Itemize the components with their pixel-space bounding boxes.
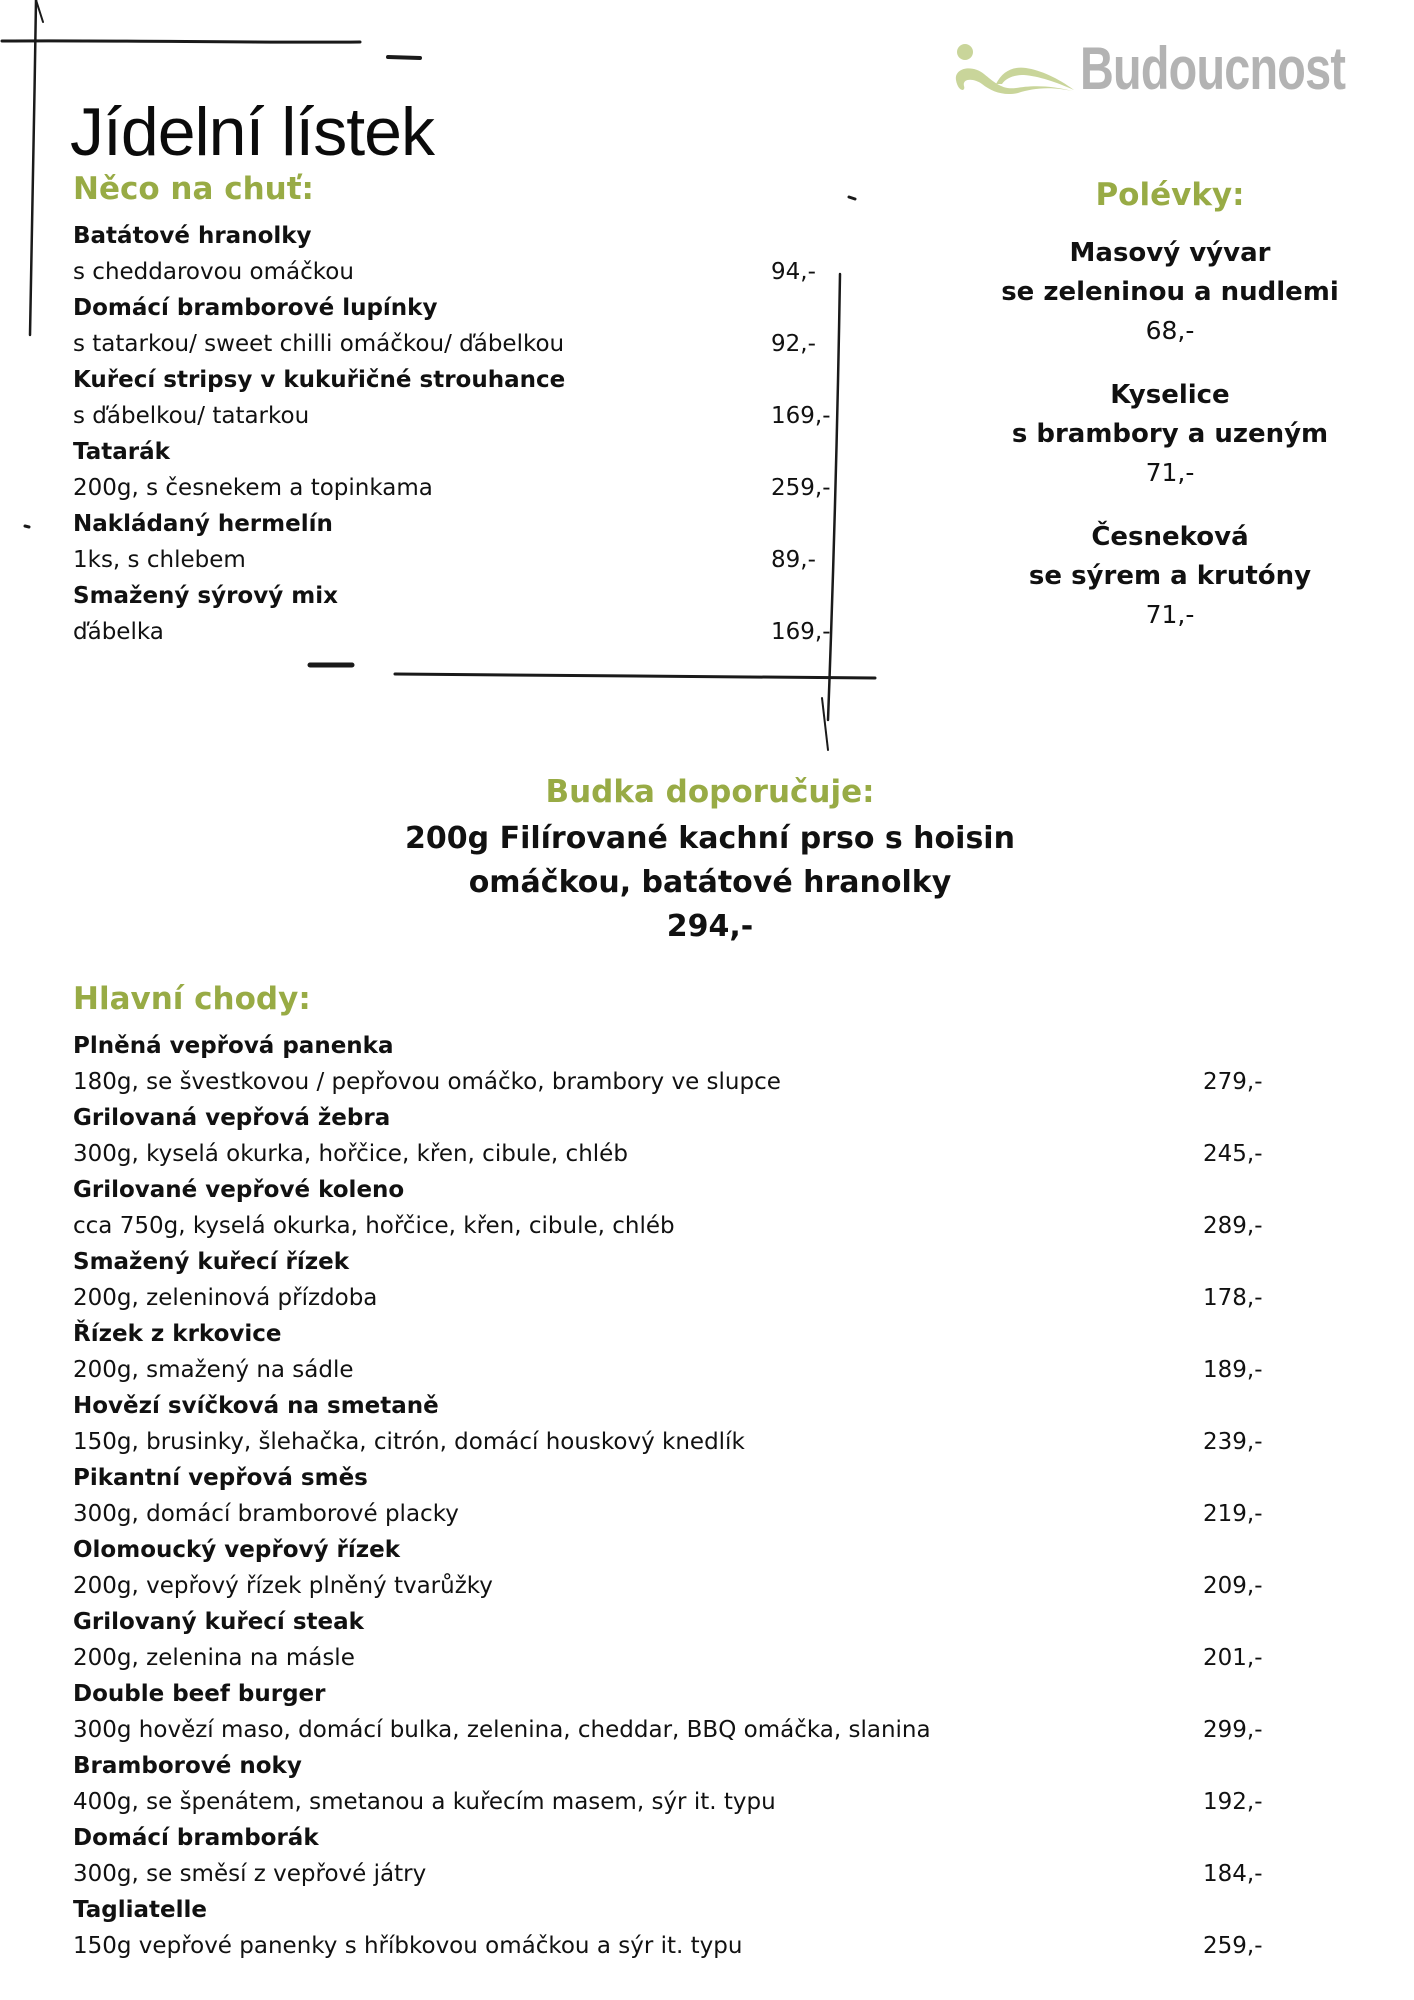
item-name: Grilovaná vepřová žebra <box>73 1105 391 1132</box>
item-price: 89,- <box>771 547 816 574</box>
item-name: Kuřecí stripsy v kukuřičné strouhance <box>73 367 566 394</box>
soup-item <box>960 234 1380 350</box>
item-description: 400g, se špenátem, smetanou a kuřecím masem, sýr it. typu <box>73 1789 776 1816</box>
item-detail-row <box>73 1784 1273 1820</box>
soup-price: 71,- <box>1145 458 1195 488</box>
item-price: 192,- <box>1203 1789 1263 1816</box>
soup-description: s brambory a uzeným <box>1011 419 1329 450</box>
item-name: Grilovaný kuřecí steak <box>73 1609 364 1636</box>
page-title: Jídelní lístek <box>70 93 434 170</box>
item-description: cca 750g, kyselá okurka, hořčice, křen, cibule, chléb <box>73 1213 675 1240</box>
menu-item <box>73 1100 1273 1172</box>
item-description: 200g, vepřový řízek plněný tvarůžky <box>73 1573 493 1600</box>
item-description: 200g, zelenina na másle <box>73 1645 355 1672</box>
item-detail-row <box>73 1424 1273 1460</box>
sketch-dash-top-right <box>388 57 420 58</box>
item-detail-row <box>73 326 833 362</box>
menu-item <box>73 362 833 434</box>
item-description: 200g, zeleninová přízdoba <box>73 1285 378 1312</box>
sketch-dot-left <box>25 526 29 527</box>
item-price: 259,- <box>1203 1933 1263 1960</box>
item-price: 239,- <box>1203 1429 1263 1456</box>
sketch-dot-upper-right <box>849 197 855 199</box>
special-dish-price: 294,- <box>666 909 754 945</box>
sketch-line-right-arrow <box>822 698 828 750</box>
menu-item <box>73 1532 1273 1604</box>
item-name: Tagliatelle <box>73 1897 207 1924</box>
item-description: 200g, smažený na sádle <box>73 1357 354 1384</box>
item-description: s ďábelkou/ tatarkou <box>73 403 310 430</box>
soup-item <box>960 376 1380 492</box>
item-detail-row <box>73 542 833 578</box>
item-price: 184,- <box>1203 1861 1263 1888</box>
item-detail-row <box>73 398 833 434</box>
menu-item <box>73 1604 1273 1676</box>
item-price: 201,- <box>1203 1645 1263 1672</box>
item-detail-row <box>73 1928 1273 1964</box>
item-detail-row <box>73 1856 1273 1892</box>
item-price: 169,- <box>771 619 831 646</box>
soup-description: se sýrem a krutóny <box>1028 561 1312 592</box>
logo-wordmark: Budoucnost <box>1080 35 1346 102</box>
item-name: Smažený kuřecí řízek <box>73 1249 350 1276</box>
item-name: Olomoucký vepřový řízek <box>73 1537 401 1564</box>
mains-heading: Hlavní chody: <box>73 981 311 1017</box>
menu-item <box>73 1460 1273 1532</box>
item-detail-row <box>73 470 833 506</box>
menu-item <box>73 1028 1273 1100</box>
item-description: ďábelka <box>73 619 164 646</box>
item-detail-row <box>73 1064 1273 1100</box>
special-section <box>300 775 1120 949</box>
item-price: 289,- <box>1203 1213 1263 1240</box>
item-name: Domácí bramborák <box>73 1825 319 1852</box>
soup-name: Česneková <box>1091 522 1249 553</box>
item-price: 279,- <box>1203 1069 1263 1096</box>
menu-item <box>73 1820 1273 1892</box>
sketch-line-bottom <box>395 674 875 678</box>
reclining-figure-icon <box>948 38 1078 100</box>
mains-list <box>73 1028 1273 1964</box>
item-name: Grilované vepřové koleno <box>73 1177 405 1204</box>
soup-item <box>960 518 1380 634</box>
item-name: Batátové hranolky <box>73 223 312 250</box>
item-name: Plněná vepřová panenka <box>73 1033 394 1060</box>
menu-item <box>73 578 833 650</box>
menu-item <box>73 1316 1273 1388</box>
soup-price: 68,- <box>1145 316 1195 346</box>
menu-item <box>73 1172 1273 1244</box>
menu-item <box>73 1748 1273 1820</box>
brand-logo <box>948 35 1414 102</box>
item-description: s tatarkou/ sweet chilli omáčkou/ ďábelkou <box>73 331 565 358</box>
item-name: Bramborové noky <box>73 1753 302 1780</box>
item-price: 189,- <box>1203 1357 1263 1384</box>
menu-item <box>73 218 833 290</box>
menu-item <box>73 1244 1273 1316</box>
item-detail-row <box>73 1280 1273 1316</box>
item-description: 300g, kyselá okurka, hořčice, křen, cibule, chléb <box>73 1141 628 1168</box>
soup-name: Kyselice <box>1110 380 1230 411</box>
item-description: s cheddarovou omáčkou <box>73 259 354 286</box>
menu-item <box>73 1388 1273 1460</box>
item-name: Hovězí svíčková na smetaně <box>73 1393 439 1420</box>
special-heading: Budka doporučuje: <box>545 774 875 810</box>
mains-section <box>73 982 1273 1964</box>
starters-section <box>73 172 833 650</box>
starters-heading: Něco na chuť: <box>73 171 314 207</box>
menu-item <box>73 1892 1273 1964</box>
item-name: Double beef burger <box>73 1681 326 1708</box>
item-price: 169,- <box>771 403 831 430</box>
soup-name: Masový vývar <box>1069 238 1271 269</box>
item-detail-row <box>73 1640 1273 1676</box>
soup-description: se zeleninou a nudlemi <box>1001 277 1339 308</box>
item-price: 299,- <box>1203 1717 1263 1744</box>
item-description: 150g vepřové panenky s hříbkovou omáčkou a sýr it. typu <box>73 1933 743 1960</box>
item-detail-row <box>73 1208 1273 1244</box>
item-description: 300g, se směsí z vepřové játry <box>73 1861 427 1888</box>
item-name: Nakládaný hermelín <box>73 511 333 538</box>
item-name: Smažený sýrový mix <box>73 583 338 610</box>
sketch-line-left-tick <box>36 0 43 22</box>
item-description: 200g, s česnekem a topinkama <box>73 475 433 502</box>
special-dish-line-2: omáčkou, batátové hranolky <box>468 865 952 901</box>
item-price: 245,- <box>1203 1141 1263 1168</box>
item-name: Řízek z krkovice <box>73 1321 282 1348</box>
item-detail-row <box>73 1568 1273 1604</box>
menu-item <box>73 434 833 506</box>
special-dish-line-1: 200g Filírované kachní prso s hoisin <box>405 821 1015 857</box>
item-description: 150g, brusinky, šlehačka, citrón, domácí houskový knedlík <box>73 1429 745 1456</box>
item-name: Pikantní vepřová směs <box>73 1465 368 1492</box>
item-price: 219,- <box>1203 1501 1263 1528</box>
item-price: 94,- <box>771 259 816 286</box>
soups-list <box>960 234 1380 634</box>
menu-item <box>73 290 833 362</box>
sketch-line-top <box>2 41 360 42</box>
item-description: 180g, se švestkovou / pepřovou omáčko, brambory ve slupce <box>73 1069 781 1096</box>
item-detail-row <box>73 254 833 290</box>
starters-list <box>73 218 833 650</box>
item-price: 209,- <box>1203 1573 1263 1600</box>
item-detail-row <box>73 1712 1273 1748</box>
menu-item <box>73 1676 1273 1748</box>
soup-price: 71,- <box>1145 600 1195 630</box>
item-price: 178,- <box>1203 1285 1263 1312</box>
item-detail-row <box>73 1496 1273 1532</box>
item-detail-row <box>73 614 833 650</box>
item-description: 300g hovězí maso, domácí bulka, zelenina, cheddar, BBQ omáčka, slanina <box>73 1717 931 1744</box>
sketch-line-left-vertical <box>30 0 36 335</box>
item-name: Tatarák <box>73 439 170 466</box>
menu-item <box>73 506 833 578</box>
soups-heading: Polévky: <box>1095 177 1245 213</box>
item-price: 259,- <box>771 475 831 502</box>
item-price: 92,- <box>771 331 816 358</box>
item-detail-row <box>73 1136 1273 1172</box>
item-description: 1ks, s chlebem <box>73 547 246 574</box>
item-description: 300g, domácí bramborové placky <box>73 1501 459 1528</box>
item-name: Domácí bramborové lupínky <box>73 295 438 322</box>
soups-section <box>960 178 1380 660</box>
item-detail-row <box>73 1352 1273 1388</box>
